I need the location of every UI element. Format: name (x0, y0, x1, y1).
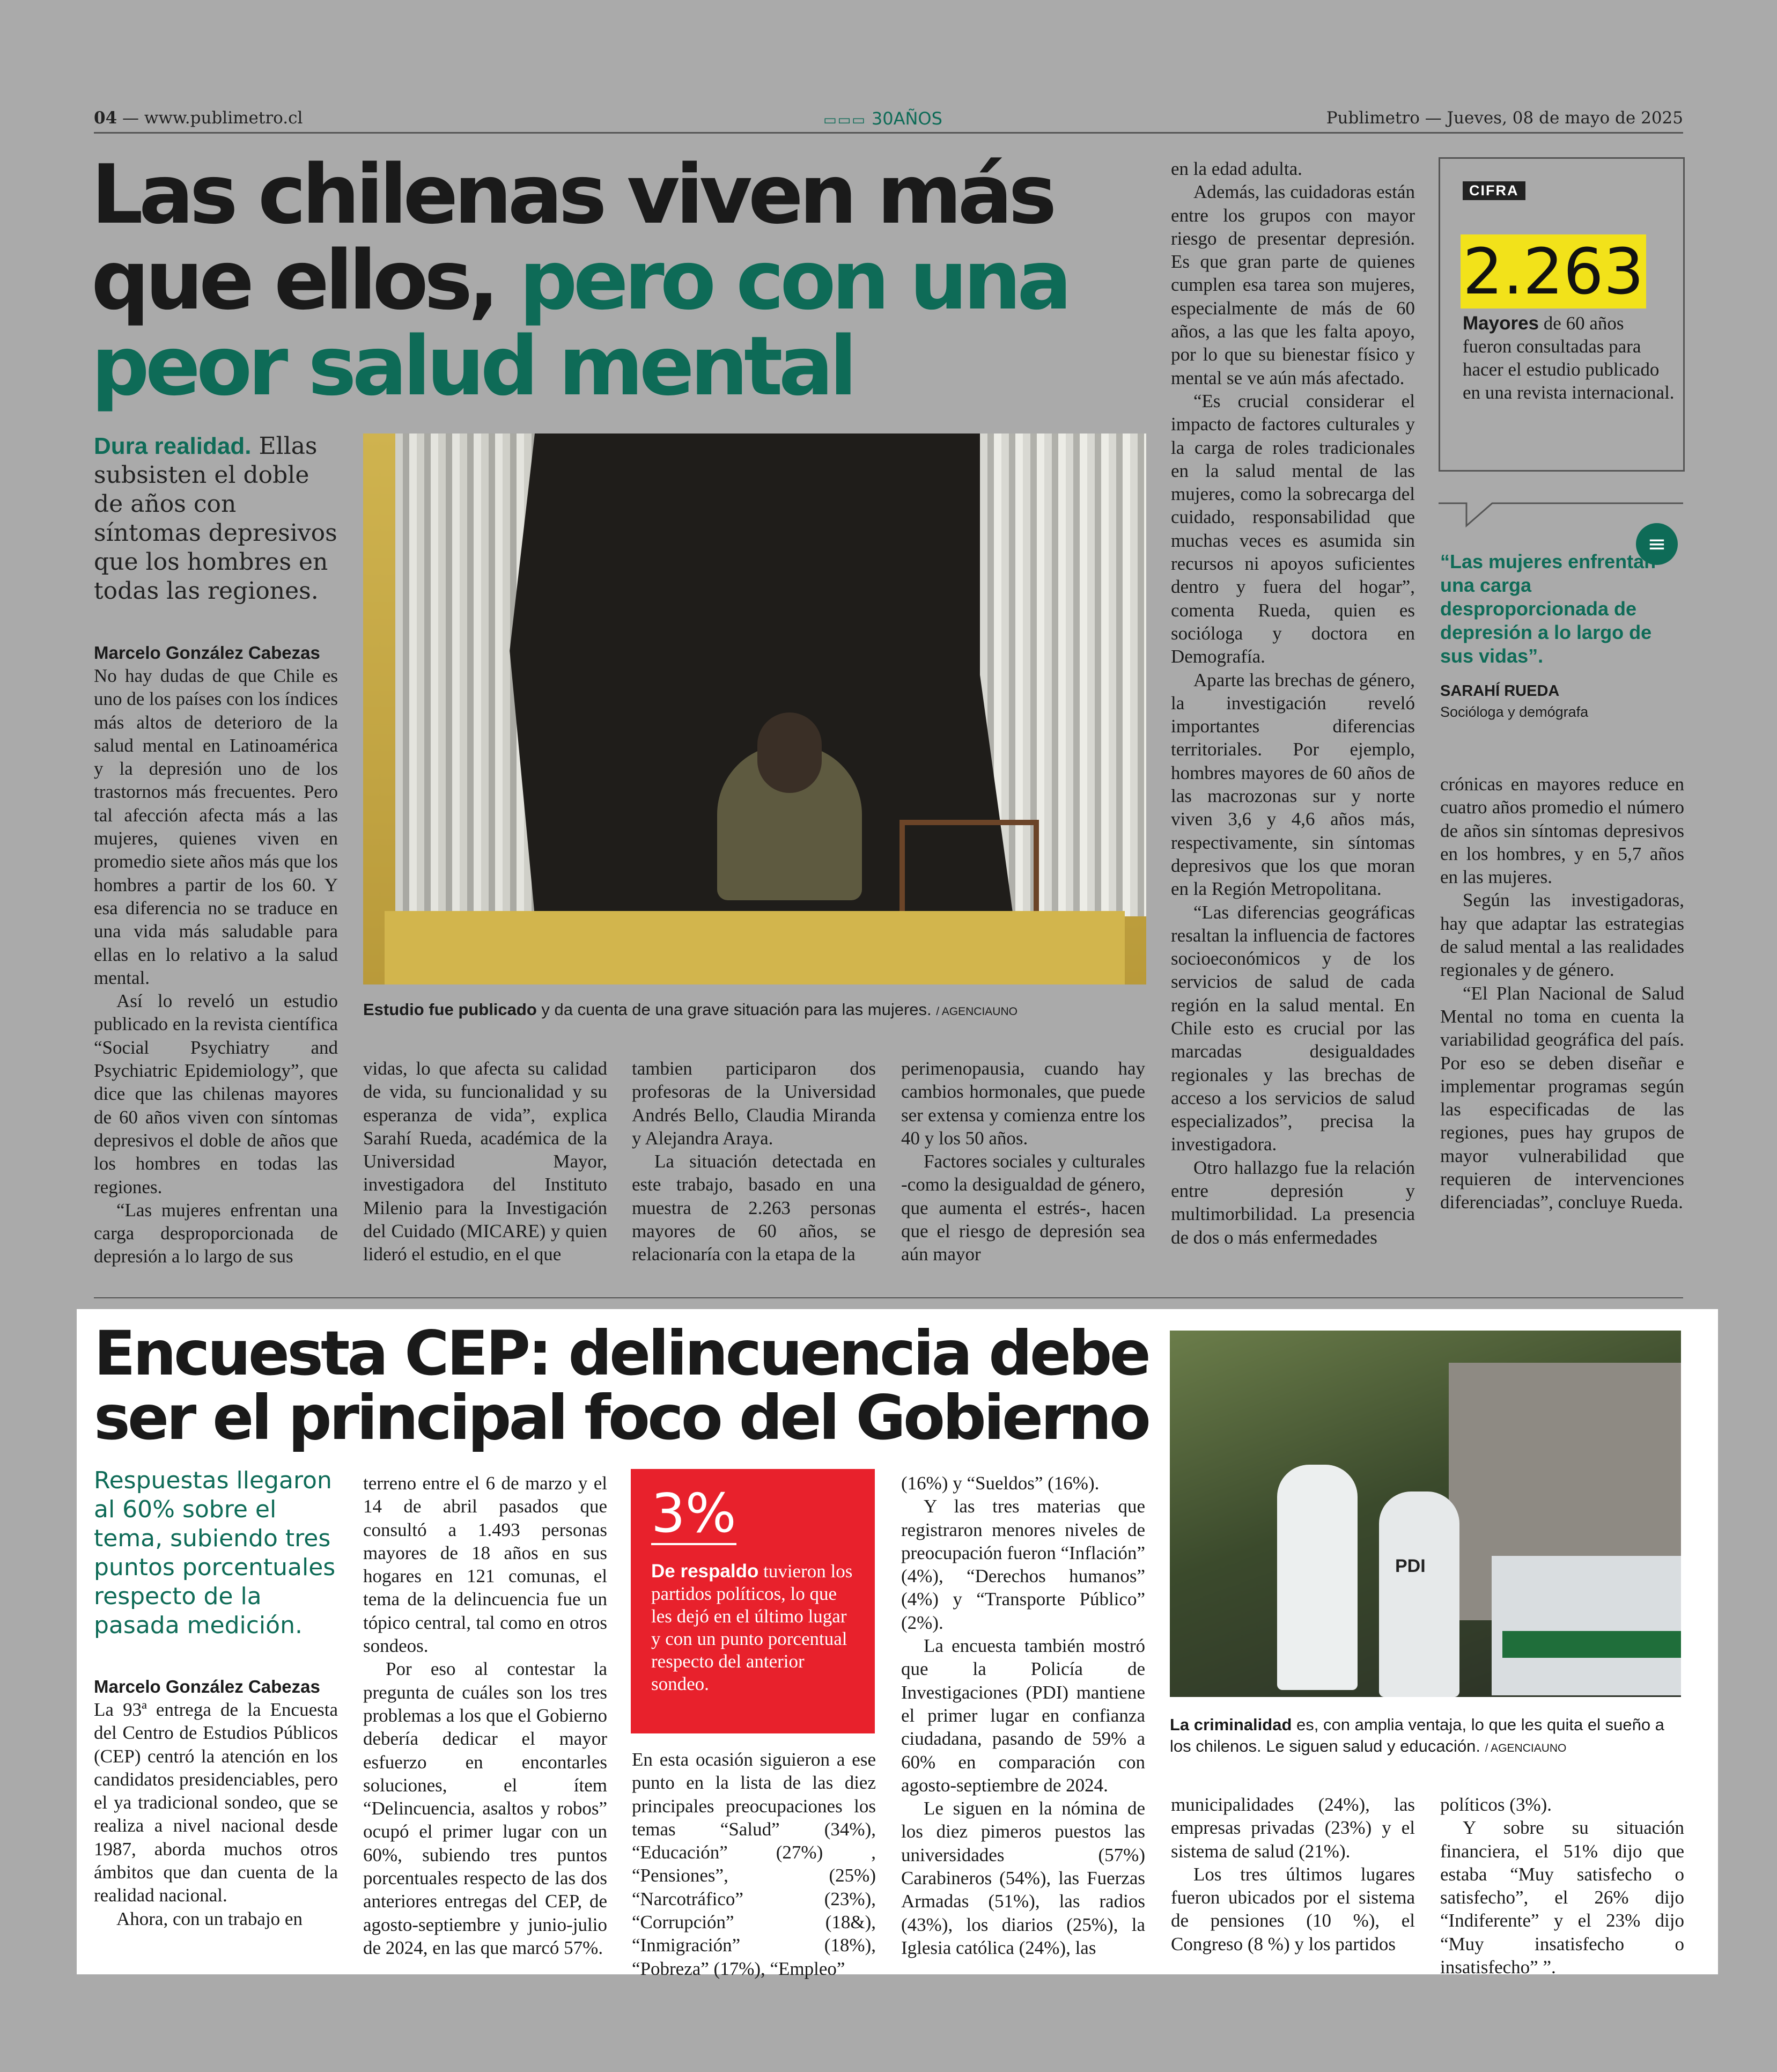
speech-bubble-icon: ≡ (1636, 523, 1678, 565)
cifra-label: CIFRA (1463, 181, 1525, 200)
story1-column-1 (94, 664, 338, 1268)
story1-author: Marcelo González Cabezas (94, 643, 320, 663)
cifra-number (1461, 234, 1646, 308)
cifra-number-text: 2.263 (1461, 234, 1646, 308)
dateline: Publimetro — Jueves, 08 de mayo de 2025 (1326, 108, 1683, 128)
paragraph: Aparte las brechas de género, la investigación reveló importantes diferencias territoriales. Por ejemplo, hombres mayores de 60 años de las macrozonas sur y norte viven 3,6 y 4,6 años más, respectivamente, sin síntomas depresivos que los que moran en la Región Metropolitana. (1171, 669, 1415, 900)
paragraph: en la edad adulta. (1171, 158, 1302, 179)
story2-headline: Encuesta CEP: delincuencia debe ser el principal foco del Gobierno (94, 1318, 1148, 1453)
header-rule (94, 132, 1683, 134)
cifra-bold: Mayores (1463, 313, 1539, 334)
story1-column-2 (363, 1057, 607, 1266)
stat-bold: De respaldo (651, 1561, 759, 1582)
paragraph: “Las mujeres enfrentan una carga desproporcionada de depresión a lo largo de sus (94, 1199, 338, 1267)
quote-name: SARAHÍ RUEDA (1440, 682, 1560, 700)
story2-author: Marcelo González Cabezas (94, 1677, 320, 1696)
paragraph: En esta ocasión siguieron a ese punto en la lista de las diez principales preocupaciones los temas “Salud” (34%), “Educación” (27%) , “Pensiones”, (25%) “Narcotráfico” (23%), “Corrupción” (18&), “Inmigración” (18%), “Pobreza” (17%), “Empleo” (632, 1749, 876, 1979)
paragraph: La 93ª entrega de la Encuesta del Centro de Estudios Públicos (CEP) centró la atención en los candidatos presidenciables, pero el ya tradicional sondeo, que se realiza a nivel nacional desde 1987, aborda muchos otros ámbitos que dan cuenta de la realidad nacional. (94, 1699, 338, 1906)
dek-text: Ellas subsisten el doble de años con síntomas depresivos que los hombres en todas las regiones. (94, 432, 337, 605)
cifra-text: de 60 años fueron consultadas para hacer el estudio publicado en una revista internacional. (1463, 313, 1675, 403)
paragraph: “El Plan Nacional de Salud Mental no toma en cuenta la variabilidad geográfica del país. Por eso se deben diseñar e implementar programas según las especificadas de las regiones, pues hay grupos de mayor vulnerabilidad que requieren de intervenciones diferenciadas”, concluye Rueda. (1440, 982, 1684, 1213)
page-number: 04 (94, 108, 117, 128)
chair (899, 820, 1039, 911)
story1-photo (363, 433, 1146, 984)
anniversary-text: 30AÑOS (871, 108, 942, 129)
anniversary-logo (823, 108, 942, 129)
paragraph: “Las diferencias geográficas resaltan la influencia de factores socioeconómicos y de los servicios de salud de cada región en la salud mental. En Chile esto es crucial por las marcadas desigualdades regionales y las brechas de acceso a los servicios de salud especializados”, precisa la investigadora. (1171, 901, 1415, 1155)
story2-dek: Respuestas llegaron al 60% sobre el tema, subiendo tres puntos porcentuales respecto de la pasada medición. (94, 1467, 336, 1639)
story2-column-6 (1440, 1793, 1684, 1979)
paragraph: Ahora, con un trabajo en (116, 1908, 303, 1929)
story2-photo (1170, 1331, 1681, 1697)
site-url: — www.publimetro.cl (122, 108, 303, 128)
story1-dek (94, 432, 341, 606)
paragraph: (16%) y “Sueldos” (16%). (901, 1473, 1100, 1494)
woman-head (757, 712, 822, 793)
paragraph: Así lo reveló un estudio publicado en la revista científica “Social Psychiatry and Psychiatric Epidemiology”, que dice que las chilenas mayores de 60 años viven con síntomas depresivos el doble de años que los hombres en todas las regiones. (94, 990, 338, 1197)
headline-black-part: Las chilenas viven más que ellos, (91, 147, 1053, 328)
paragraph: Factores sociales y culturales -como la desigualdad de género, que aumenta el estrés-, hacen que el riesgo de depresión sea aún mayor (901, 1151, 1145, 1265)
paragraph: Y las tres materias que registraron menores niveles de preocupación fueron “Inflación” (4%), “Derechos humanos” (4%) y “Transporte Público” (2%). (901, 1496, 1145, 1633)
stat-description (651, 1560, 860, 1695)
paragraph: perimenopausia, cuando hay cambios hormonales, que puede ser extensa y comienza entre los 40 y los 50 años. (901, 1058, 1145, 1149)
caption-text: y da cuenta de una grave situación para las mujeres. (541, 1000, 932, 1019)
page-number-line (94, 108, 303, 128)
caption-credit: / AGENCIAUNO (936, 1005, 1017, 1018)
paragraph: Según las investigadoras, hay que adaptar las estrategias de salud mental a las realidades regionales y de género. (1440, 890, 1684, 981)
caption-text: es, con amplia ventaja, lo que les quita el sueño a los chilenos. Le siguen salud y educación. (1170, 1715, 1664, 1755)
paragraph: Los tres últimos lugares fueron ubicados por el sistema de pensiones (10 %), el Congreso (8 %) y los partidos (1171, 1863, 1415, 1955)
story1-headline (91, 147, 1175, 414)
story2-caption (1170, 1714, 1681, 1759)
headline-green-part: pero con una peor salud mental (91, 233, 1068, 414)
paragraph: Y sobre su situación financiera, el 51% dijo que estaba “Muy satisfecho o satisfecho”, el 26% dijo “Indiferente” y el 23% dijo “Muy insatisfecho o insatisfecho” ”. (1440, 1817, 1684, 1978)
paragraph: “Es crucial considerar el impacto de factores culturales y la carga de roles tradicionales en la salud mental de las mujeres, como la sobrecarga del cuidado, responsabilidad que muchas veces es asumida sin recursos ni apoyos suficientes dentro y fuera del hogar”, comenta Rueda, quien es socióloga y doctora en Demografía. (1171, 390, 1415, 667)
paragraph: terreno entre el 6 de marzo y el 14 de abril pasados que consultó a 1.493 personas mayores de 18 años en sus hogares en 121 comunas, el tema de la delincuencia fue un tópico central, tal como en otros sondeos. (363, 1473, 607, 1657)
paragraph: Otro hallazgo fue la relación entre depresión y multimorbilidad. La presencia de dos o más enfermedades (1171, 1157, 1415, 1248)
paragraph: Por eso al contestar la pregunta de cuáles son los tres problemas a los que el Gobierno debería dedicar el mayor esfuerzo en encontarles soluciones, el ítem “Delincuencia, asaltos y robos” ocupó el primer lugar con un 60%, subiendo tres puntos porcentuales respecto de las dos anteriores entregas del CEP, de agosto-septiembre y junio-julio de 2024, en las que marcó 57%. (363, 1658, 607, 1958)
story2-column-4 (901, 1472, 1145, 1959)
cifra-box (1439, 157, 1685, 472)
stat-text: tuvieron los partidos políticos, lo que les dejó en el último lugar y con un punto porcentual respecto del anterior sondeo. (651, 1561, 853, 1694)
story2-column-1 (94, 1698, 338, 1930)
story1-column-6 (1440, 773, 1684, 1214)
quote-role: Socióloga y demógrafa (1440, 704, 1589, 720)
investigator-right (1379, 1491, 1459, 1697)
police-car (1492, 1556, 1681, 1695)
story2-column-3 (632, 1748, 876, 1980)
story1-column-5 (1171, 157, 1415, 1249)
cifra-description (1463, 312, 1675, 404)
anniversary-icons: ▭▭▭ (823, 112, 866, 128)
story2-column-5 (1171, 1793, 1415, 1956)
paragraph: tambien participaron dos profesoras de la Universidad Andrés Bello, Claudia Miranda y Alejandra Araya. (632, 1058, 876, 1149)
pull-quote: “Las mujeres enfrentan una carga desproporcionada de depresión a lo largo de sus vidas”. (1440, 550, 1656, 667)
stat-number: 3% (651, 1482, 736, 1545)
paragraph: Le siguen en la nómina de los diez pimeros puestos las universidades (57%) Carabineros (54%), las Fuerzas Armadas (51%), las radios (43%), los diarios (25%), la Iglesia católica (24%), las (901, 1798, 1145, 1958)
story2-column-2 (363, 1472, 607, 1959)
story1-column-4 (901, 1057, 1145, 1266)
paragraph: Además, las cuidadoras están entre los grupos con mayor riesgo de presentar depresión. Es que gran parte de quienes cumplen esa tarea son mujeres, especialmente de más de 60 años, a las que les falta apoyo, por lo que su bienestar físico y mental se ve aún más afectado. (1171, 181, 1415, 388)
paragraph: políticos (3%). (1440, 1794, 1552, 1815)
caption-bold: Estudio fue publicado (363, 1000, 537, 1019)
paragraph: La encuesta también mostró que la Policía de Investigaciones (PDI) mantiene el primer lugar en confianza ciudadana, pasando de 59% a 60% en comparación con agosto-septiembre de 2024. (901, 1635, 1145, 1796)
police-car-stripe (1502, 1631, 1681, 1658)
paragraph: municipalidades (24%), las empresas privadas (23%) y el sistema de salud (21%). (1171, 1794, 1415, 1862)
stat-box (631, 1469, 875, 1733)
pdi-badge: PDI (1395, 1556, 1426, 1576)
window-sill (385, 911, 1125, 984)
caption-bold: La criminalidad (1170, 1715, 1292, 1734)
paragraph: No hay dudas de que Chile es uno de los países con los índices más altos de deterioro de la salud mental en Latinoamérica y la depresión uno de los trastornos más frecuentes. Pero tal afección afecta más a las mujeres, quienes viven en promedio siete años más que los hombres a partir de los 60. Y esa diferencia no se traduce en una vida más saludable para ellas en lo relativo a la salud mental. (94, 665, 338, 988)
story1-column-3 (632, 1057, 876, 1266)
paragraph: La situación detectada en este trabajo, basado en una muestra de 2.263 personas mayores de 60 años, se relacionaría con la etapa de la (632, 1151, 876, 1265)
paragraph: vidas, lo que afecta su calidad de vida, su funcionalidad y su esperanza de vida”, explica Sarahí Rueda, académica de la Universidad Mayor, investigadora del Instituto Milenio para la Investigación del Cuidado (MICARE) y quien lideró el estudio, en el que (363, 1058, 607, 1265)
paragraph: crónicas en mayores reduce en cuatro años promedio el número de años sin síntomas depresivos en los hombres, y en 5,7 años en las mujeres. (1440, 774, 1684, 888)
dek-lead: Dura realidad. (94, 433, 252, 459)
story1-caption (363, 999, 1146, 1023)
investigator-left (1277, 1465, 1358, 1690)
story-divider (94, 1297, 1683, 1298)
caption-credit: / AGENCIAUNO (1485, 1742, 1567, 1754)
